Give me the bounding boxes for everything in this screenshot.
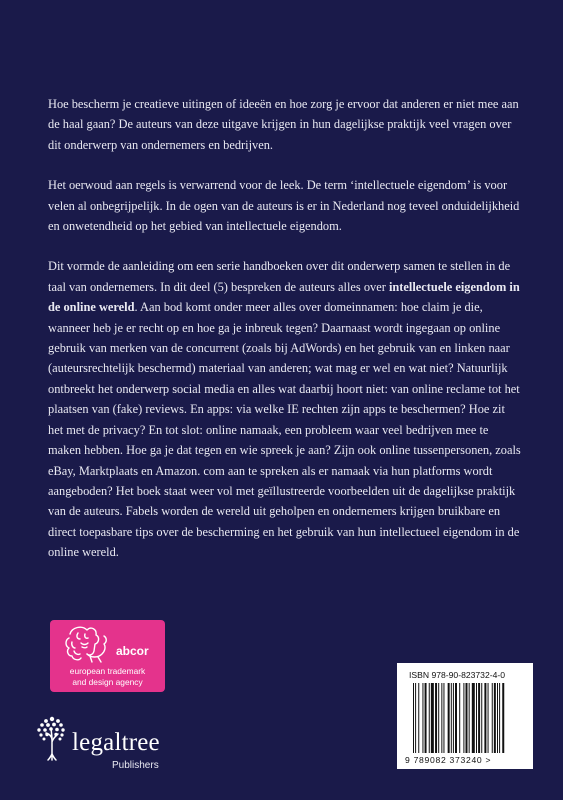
barcode-bar <box>422 683 423 753</box>
back-cover-blurb <box>48 94 522 583</box>
barcode-bar <box>425 683 427 753</box>
barcode-bar <box>497 683 498 753</box>
barcode-bar <box>463 683 464 753</box>
barcode-bar <box>451 683 452 753</box>
barcode-bar <box>431 683 434 753</box>
barcode-bar <box>499 683 500 753</box>
barcode-bar <box>492 683 493 753</box>
barcode-bar <box>494 683 496 753</box>
barcode-bar <box>443 683 444 753</box>
barcode <box>413 683 517 755</box>
blurb-paragraph-3-body: . Aan bod komt onder meer alles over domeinnamen: hoe claim je die, wanneer heb je er recht op en hoe ga je inbreuk tegen? Daarnaast wordt ingegaan op online gebruik van merken van de concurrent (zoals bij AdWords) en het gebruik van en linken naar (auteursrechtelijk beschermd) materiaal van anderen; wat mag er wel en wat niet? Natuurlijk ontbreekt het onderwerp social media en alles wat daarbij hoort niet: van online reclame tot het plaatsen van (fake) reviews. En apps: via welke IE rechten zijn apps te beschermen? Hoe zit het met de privacy? En tot slot: online namaak, een probleem waar veel bedrijven mee te maken hebben. Hoe ga je dat tegen en wie spreek je aan? Zijn ook online tussenpersonen, zoals eBay, Marktplaats en Amazon. com aan te spreken als er namaak via hun platforms wordt aangeboden? Het boek staat weer vol met geïllustreerde voorbeelden uit de dagelijkse praktijk van de auteurs. Fabels worden de wereld uit geholpen en ondernemers krijgen bruikbare en direct toepasbare tips over de bescherming en het gebruik van hun intellectueel eigendom in de online wereld. <box>48 300 521 560</box>
isbn-label: ISBN 978-90-823732-4-0 <box>409 670 506 680</box>
blurb-paragraph-3 <box>48 256 522 562</box>
barcode-bar <box>466 683 468 753</box>
abcor-tagline-2: and design agency <box>72 677 143 687</box>
legaltree-logo <box>34 712 184 772</box>
barcode-bar <box>481 683 482 753</box>
tree-icon <box>34 712 70 762</box>
barcode-bar <box>469 683 470 753</box>
blurb-highlight: intellectuele eigendom in de online wereld <box>48 279 520 315</box>
blurb-paragraph-2: Het oerwoud aan regels is verwarrend voor de leek. De term ‘intellectuele eigendom’ is voor velen al onbegrijpelijk. In de ogen van de auteurs is er in Nederland nog teveel onduidelijkheid en onwetendheid op het gebied van intellectuele eigendom. <box>48 178 520 234</box>
barcode-bar <box>502 683 504 753</box>
barcode-bar <box>484 683 486 753</box>
barcode-bar <box>448 683 450 753</box>
abcor-logo <box>50 620 165 692</box>
barcode-bar <box>441 683 442 753</box>
barcode-bar <box>472 683 475 753</box>
barcode-bar <box>415 683 416 753</box>
barcode-bar <box>478 683 480 753</box>
abcor-name: abcor <box>116 644 149 658</box>
barcode-bar <box>453 683 454 753</box>
barcode-bar <box>435 683 437 753</box>
lion-icon <box>60 624 110 664</box>
barcode-bar <box>418 683 419 753</box>
barcode-digits: 9 789082 373240 > <box>405 755 492 765</box>
abcor-tagline-1: european trademark <box>69 666 146 676</box>
blurb-paragraph-1: Hoe bescherm je creatieve uitingen of ideeën en hoe zorg je ervoor dat anderen er niet mee aan de haal gaan? De auteurs van deze uitgave krijgen in hun dagelijkse praktijk veel vragen over dit onderwerp van ondernemers en bedrijven. <box>48 97 519 152</box>
isbn-barcode-box <box>397 663 533 769</box>
barcode-bar <box>476 683 477 753</box>
barcode-bar <box>429 683 430 753</box>
blurb-paragraph-3-intro: Dit vormde de aanleiding om een serie handboeken over dit onderwerp samen te stellen in de taal van ondernemers. In dit deel (5) bespreken de auteurs alles over <box>48 259 511 294</box>
barcode-bar <box>438 683 439 753</box>
barcode-bar <box>488 683 489 753</box>
barcode-bar <box>413 683 414 753</box>
barcode-bar <box>455 683 457 753</box>
publisher-name: legaltree <box>72 729 160 756</box>
barcode-bar <box>459 683 460 753</box>
publisher-subtitle: Publishers <box>112 760 159 771</box>
